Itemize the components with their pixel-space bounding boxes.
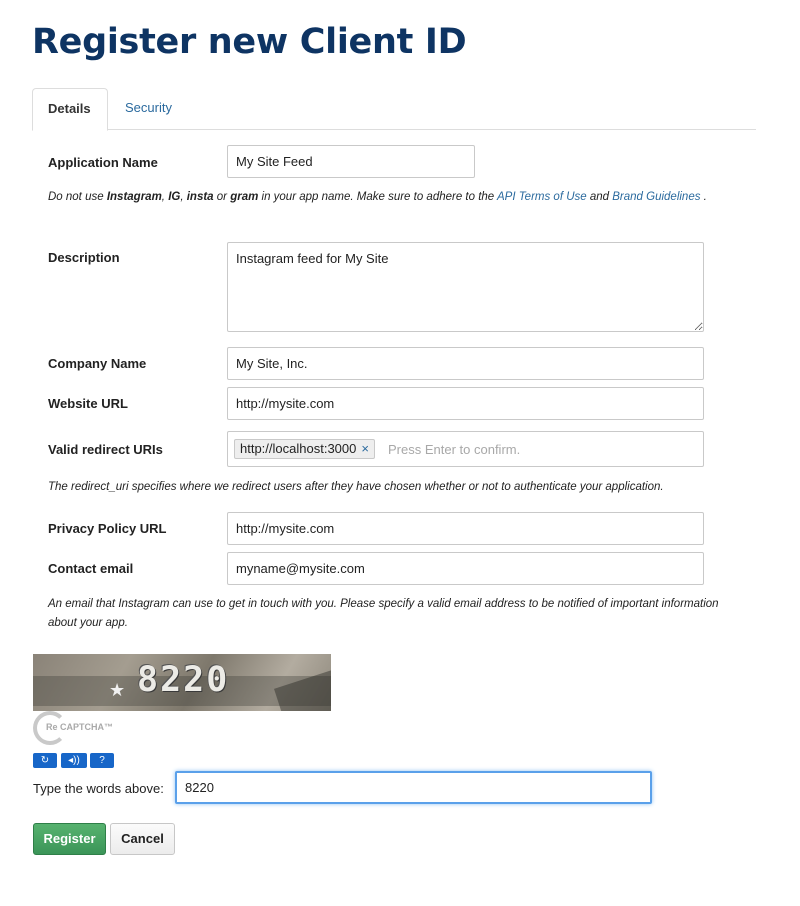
contact-email-help: An email that Instagram can use to get in touch with you. Please specify a valid email address to be notified of important information about your app. [48,598,719,629]
description-label: Description [48,250,120,265]
cancel-button[interactable]: Cancel [110,823,175,855]
captcha-image [33,654,331,711]
redirect-uri-input[interactable] [388,439,688,459]
website-url-label: Website URL [48,396,128,411]
application-name-help: Do not use Instagram, IG, insta or gram in your app name. Make sure to adhere to the API Terms of Use and Brand Guidelines . [48,191,707,203]
help-icon[interactable]: ? [90,753,114,768]
refresh-icon[interactable]: ↻ [33,753,57,768]
privacy-policy-input[interactable] [227,512,704,545]
application-name-input[interactable] [227,145,475,178]
api-terms-link[interactable]: API Terms of Use [496,191,587,203]
website-url-input[interactable] [227,387,704,420]
page-title: Register new Client ID [32,22,467,62]
redirect-uri-tag-text: http://localhost:3000 [240,441,357,456]
star-icon: ★ [109,680,126,700]
redirect-uris-label: Valid redirect URIs [48,442,163,457]
contact-email-input[interactable] [227,552,704,585]
redirect-uris-field[interactable] [227,431,704,467]
redirect-uri-help: The redirect_uri specifies where we redirect users after they have chosen whether or not to authenticate your application. [48,481,664,493]
application-name-label: Application Name [48,155,158,170]
captcha-label: Type the words above: [33,781,164,796]
privacy-policy-label: Privacy Policy URL [48,521,167,536]
company-name-input[interactable] [227,347,704,380]
brand-guidelines-link[interactable]: Brand Guidelines [612,191,701,203]
captcha-input[interactable] [175,771,652,804]
captcha-image-text: 8220 [137,660,230,700]
company-name-label: Company Name [48,356,147,371]
tab-details[interactable]: Details [32,88,108,131]
captcha-shadow [274,661,331,711]
recaptcha-logo-text: Re CAPTCHA™ [46,722,114,732]
description-textarea[interactable] [227,242,704,332]
tab-security[interactable]: Security [125,100,172,115]
redirect-uri-tag [234,439,375,459]
remove-tag-icon[interactable]: × [361,441,369,456]
contact-email-label: Contact email [48,561,134,576]
recaptcha-logo [33,711,113,747]
tab-bar [32,88,756,130]
audio-icon[interactable]: ◂)) [61,753,87,768]
register-button[interactable]: Register [33,823,106,855]
